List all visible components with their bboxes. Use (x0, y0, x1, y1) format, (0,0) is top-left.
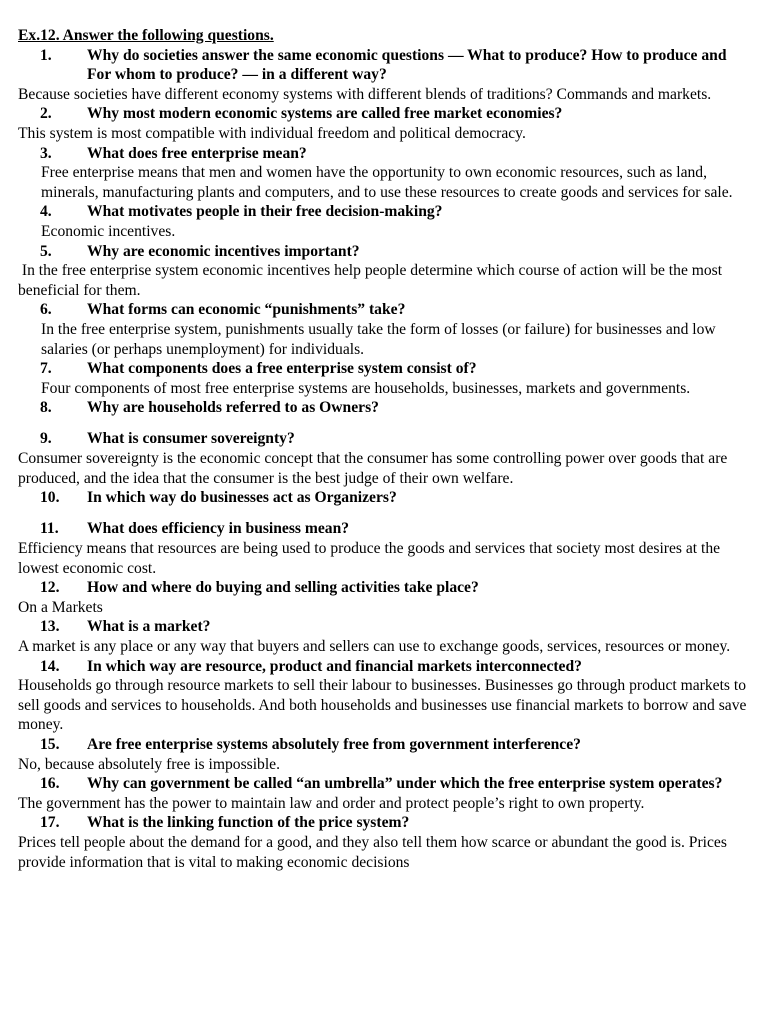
answer-1: Because societies have different economy systems with different blends of traditions? Commands and markets. (18, 85, 712, 103)
question-2 (18, 104, 750, 124)
question-16 (18, 774, 750, 794)
question-text: Why are economic incentives important? (87, 242, 360, 260)
exercise-heading: Ex.12. Answer the following questions. (18, 27, 274, 44)
question-6 (18, 300, 750, 320)
question-7 (18, 359, 750, 379)
question-text: What is a market? (87, 618, 211, 636)
answer-12: On a Markets (18, 598, 103, 616)
answer-4: Economic incentives. (41, 222, 176, 240)
answer-11: Efficiency means that resources are being used to produce the goods and services that society most desires at the lowest economic cost. (18, 540, 721, 577)
question-number: 11. (40, 520, 59, 538)
answer-3: Free enterprise means that men and women have the opportunity to own economic resources, such as land, minerals, manufacturing plants and computers, and to use these resources to create goods and services for sale. (41, 164, 733, 201)
answer-5: In the free enterprise system economic incentives help people determine which course of action will be the most beneficial for them. (18, 262, 726, 299)
blank-answer-10 (18, 508, 750, 520)
answer-2: This system is most compatible with individual freedom and political democracy. (18, 124, 526, 142)
question-number: 7. (40, 360, 52, 378)
question-8 (18, 398, 750, 418)
question-15 (18, 735, 750, 755)
question-4 (18, 202, 750, 222)
question-text: What components does a free enterprise system consist of? (87, 360, 477, 378)
question-number: 8. (40, 399, 52, 417)
question-number: 17. (40, 814, 60, 832)
question-text: Are free enterprise systems absolutely free from government interference? (87, 735, 581, 753)
question-10 (18, 488, 750, 508)
question-text: What is the linking function of the price system? (87, 814, 410, 832)
question-text: How and where do buying and selling activities take place? (87, 579, 479, 597)
question-text: Why can government be called “an umbrella” under which the free enterprise system operates? (87, 775, 723, 793)
answer-13: A market is any place or any way that buyers and sellers can use to exchange goods, services, resources or money. (18, 638, 731, 655)
question-number: 1. (40, 46, 52, 64)
question-number: 13. (40, 618, 60, 636)
question-11 (18, 519, 750, 539)
question-1 (18, 46, 750, 85)
question-text: What motivates people in their free decision-making? (87, 203, 443, 221)
question-12 (18, 578, 750, 598)
question-number: 12. (40, 579, 60, 597)
answer-6: In the free enterprise system, punishments usually take the form of losses (or failure) for businesses and low salaries (or perhaps unemployment) for individuals. (41, 320, 716, 358)
question-text: Why are households referred to as Owners? (87, 399, 379, 417)
question-number: 9. (40, 430, 52, 448)
blank-answer-8 (18, 418, 750, 430)
question-text: What does efficiency in business mean? (87, 520, 350, 538)
question-text: In which way do businesses act as Organizers? (87, 489, 397, 507)
question-number: 2. (40, 105, 52, 123)
answer-14: Households go through resource markets to sell their labour to businesses. Businesses go through product markets to sell goods and services to households. And both households and businesses use financial markets to borrow and save money. (18, 677, 747, 734)
question-number: 6. (40, 301, 52, 319)
answer-7: Four components of most free enterprise systems are households, businesses, markets and governments. (41, 379, 691, 397)
question-3 (18, 144, 750, 164)
question-number: 10. (40, 489, 60, 507)
answer-9: Consumer sovereignty is the economic concept that the consumer has some controlling power over goods that are produced, and the idea that the consumer is the best judge of their own welfare. (18, 450, 728, 487)
question-number: 5. (40, 242, 52, 260)
question-text: What forms can economic “punishments” take? (87, 301, 406, 319)
answer-16: The government has the power to maintain law and order and protect people’s right to own property. (18, 794, 645, 812)
question-number: 16. (40, 775, 60, 793)
question-number: 3. (40, 144, 52, 162)
answer-15: No, because absolutely free is impossible. (18, 755, 280, 773)
question-14 (18, 657, 750, 677)
question-text: Why most modern economic systems are called free market economies? (87, 105, 563, 123)
question-number: 4. (40, 203, 52, 221)
question-text: What is consumer sovereignty? (87, 430, 295, 448)
question-number: 14. (40, 657, 60, 675)
question-13 (18, 617, 750, 637)
question-text: What does free enterprise mean? (87, 144, 307, 162)
question-text: Why do societies answer the same economic questions — What to produce? How to produce and For whom to produce? — in a different way? (87, 46, 727, 84)
answer-17: Prices tell people about the demand for a good, and they also tell them how scarce or abundant the good is. Prices provide information that is vital to making economic decisions (18, 833, 727, 871)
question-9 (18, 429, 750, 449)
question-number: 15. (40, 735, 60, 753)
question-5 (18, 242, 750, 262)
question-17 (18, 813, 750, 833)
question-text: In which way are resource, product and financial markets interconnected? (87, 657, 582, 675)
